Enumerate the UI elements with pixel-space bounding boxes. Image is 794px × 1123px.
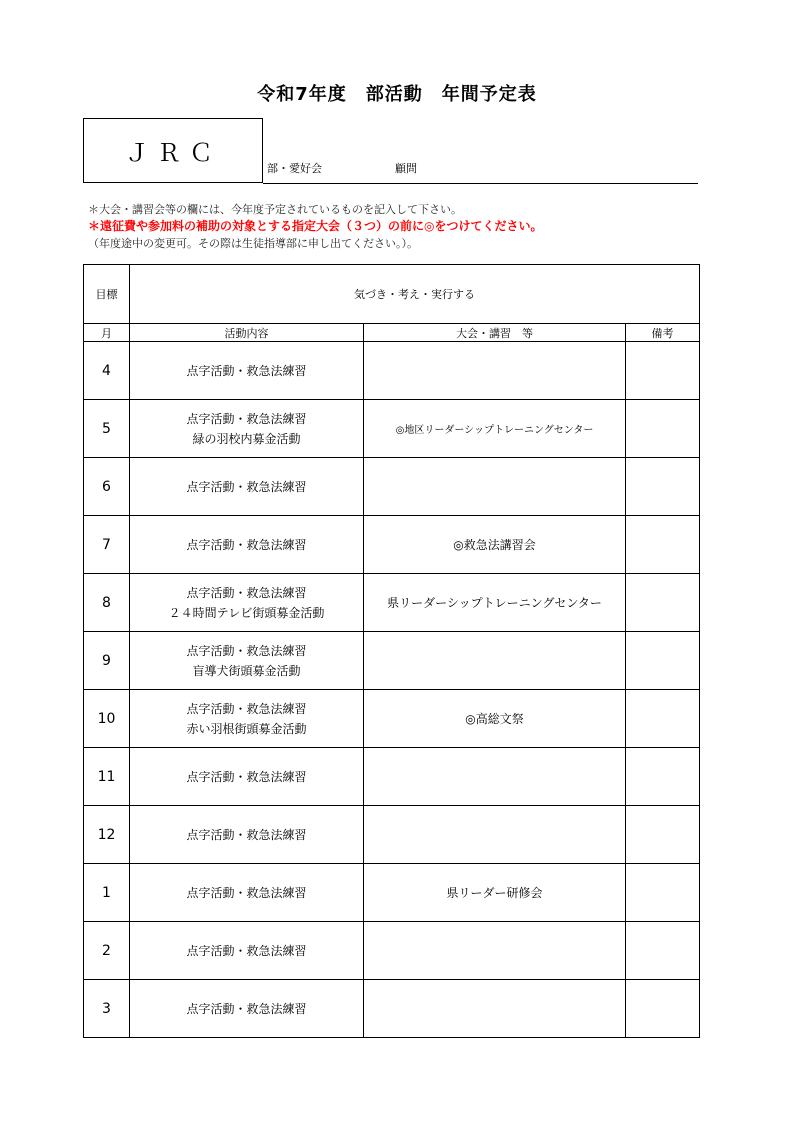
activity-cell bbox=[130, 516, 364, 574]
activity-cell bbox=[130, 574, 364, 632]
header-events: 大会・講習 等 bbox=[364, 324, 626, 342]
remarks-cell bbox=[626, 516, 700, 574]
event-cell bbox=[364, 980, 626, 1038]
remarks-cell bbox=[626, 574, 700, 632]
month-cell: 9 bbox=[84, 632, 130, 690]
table-row bbox=[84, 922, 700, 980]
activity-line: 盲導犬街頭募金活動 bbox=[192, 663, 301, 678]
table-row bbox=[84, 400, 700, 458]
club-name: ＪＲＣ bbox=[125, 139, 221, 167]
goal-text: 気づき・考え・実行する bbox=[130, 265, 700, 324]
table-row bbox=[84, 806, 700, 864]
month-cell: 1 bbox=[84, 864, 130, 922]
header-month: 月 bbox=[84, 324, 130, 342]
table-row bbox=[84, 516, 700, 574]
event-cell bbox=[364, 458, 626, 516]
advisor-label: 顧問 bbox=[395, 162, 417, 175]
page-title: 令和7年度 部活動 年間予定表 bbox=[257, 84, 537, 105]
month-cell: 4 bbox=[84, 342, 130, 400]
event-cell bbox=[364, 922, 626, 980]
note-instructions: ＊大会・講習会等の欄には、今年度予定されているものを記入して下さい。 bbox=[88, 203, 462, 216]
activity-line: 点字活動・救急法練習 bbox=[186, 885, 307, 900]
month-cell: 8 bbox=[84, 574, 130, 632]
month-cell: 7 bbox=[84, 516, 130, 574]
activity-cell bbox=[130, 632, 364, 690]
activity-line: 点字活動・救急法練習 bbox=[186, 537, 307, 552]
month-cell: 2 bbox=[84, 922, 130, 980]
activity-line: 点字活動・救急法練習 bbox=[186, 769, 307, 784]
remarks-cell bbox=[626, 690, 700, 748]
event-cell: ◎救急法講習会 bbox=[364, 516, 626, 574]
activity-line: ２４時間テレビ街頭募金活動 bbox=[168, 605, 325, 620]
activity-line: 点字活動・救急法練習 bbox=[186, 643, 307, 658]
activity-cell bbox=[130, 980, 364, 1038]
goal-row bbox=[84, 265, 700, 324]
month-cell: 3 bbox=[84, 980, 130, 1038]
event-cell: 県リーダーシップトレーニングセンター bbox=[364, 574, 626, 632]
activity-cell bbox=[130, 400, 364, 458]
event-cell bbox=[364, 632, 626, 690]
note-changes: （年度途中の変更可。その際は生徒指導部に申し出てください。）。 bbox=[88, 237, 418, 250]
month-cell: 5 bbox=[84, 400, 130, 458]
activity-cell bbox=[130, 748, 364, 806]
remarks-cell bbox=[626, 980, 700, 1038]
activity-cell bbox=[130, 458, 364, 516]
table-row bbox=[84, 864, 700, 922]
activity-cell bbox=[130, 806, 364, 864]
event-cell bbox=[364, 342, 626, 400]
activity-line: 点字活動・救急法練習 bbox=[186, 701, 307, 716]
activity-line: 点字活動・救急法練習 bbox=[186, 827, 307, 842]
advisor-underline bbox=[263, 183, 698, 184]
activity-line: 点字活動・救急法練習 bbox=[186, 363, 307, 378]
month-cell: 10 bbox=[84, 690, 130, 748]
remarks-cell bbox=[626, 400, 700, 458]
club-type-label: 部・愛好会 bbox=[267, 162, 322, 175]
header-activity: 活動内容 bbox=[130, 324, 364, 342]
activity-line: 点字活動・救急法練習 bbox=[186, 585, 307, 600]
remarks-cell bbox=[626, 632, 700, 690]
month-cell: 6 bbox=[84, 458, 130, 516]
club-name-box bbox=[83, 118, 263, 183]
activity-line: 点字活動・救急法練習 bbox=[186, 1001, 307, 1016]
table-row bbox=[84, 342, 700, 400]
event-cell: ◎高総文祭 bbox=[364, 690, 626, 748]
month-cell: 11 bbox=[84, 748, 130, 806]
event-cell: 県リーダー研修会 bbox=[364, 864, 626, 922]
activity-line: 赤い羽根街頭募金活動 bbox=[186, 721, 307, 736]
remarks-cell bbox=[626, 864, 700, 922]
event-cell: ◎地区リーダーシップトレーニングセンター bbox=[364, 400, 626, 458]
activity-cell bbox=[130, 922, 364, 980]
activity-cell bbox=[130, 690, 364, 748]
table-row bbox=[84, 748, 700, 806]
remarks-cell bbox=[626, 922, 700, 980]
goal-label: 目標 bbox=[84, 265, 130, 324]
table-row bbox=[84, 690, 700, 748]
note-designated-events: ＊遠征費や参加料の補助の対象とする指定大会（３つ）の前に◎をつけてください。 bbox=[88, 219, 543, 233]
table-row bbox=[84, 632, 700, 690]
activity-line: 点字活動・救急法練習 bbox=[186, 943, 307, 958]
month-cell: 12 bbox=[84, 806, 130, 864]
activity-line: 点字活動・救急法練習 bbox=[186, 411, 307, 426]
activity-line: 点字活動・救急法練習 bbox=[186, 479, 307, 494]
activity-cell bbox=[130, 864, 364, 922]
table-row bbox=[84, 980, 700, 1038]
activity-cell bbox=[130, 342, 364, 400]
remarks-cell bbox=[626, 342, 700, 400]
remarks-cell bbox=[626, 748, 700, 806]
table-row bbox=[84, 458, 700, 516]
event-cell bbox=[364, 806, 626, 864]
activity-line: 緑の羽校内募金活動 bbox=[192, 431, 301, 446]
schedule-table bbox=[83, 264, 700, 1038]
table-row bbox=[84, 574, 700, 632]
header-row bbox=[84, 324, 700, 342]
remarks-cell bbox=[626, 806, 700, 864]
event-cell bbox=[364, 748, 626, 806]
header-notes: 備考 bbox=[626, 324, 700, 342]
remarks-cell bbox=[626, 458, 700, 516]
